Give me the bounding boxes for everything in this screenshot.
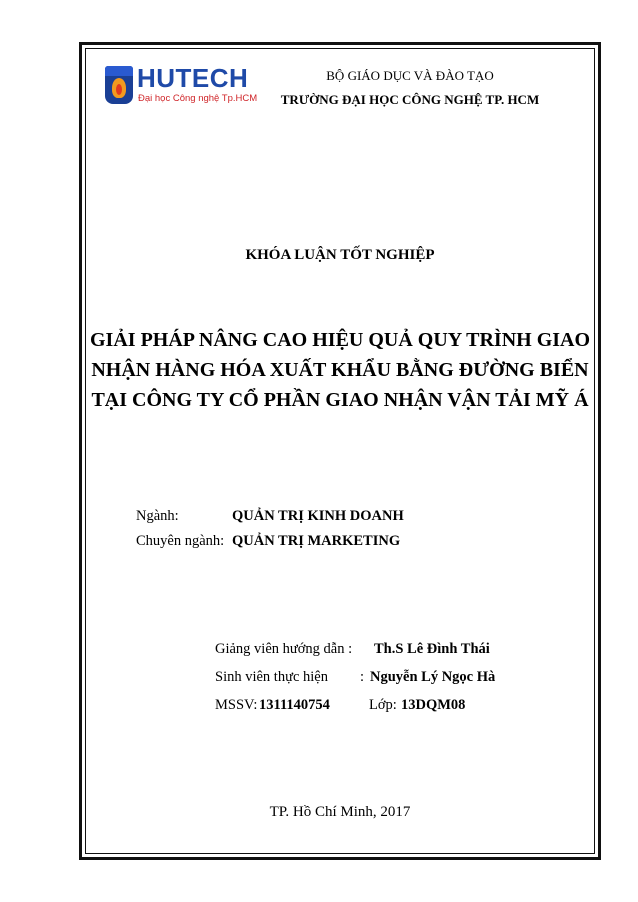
- class-value: 13DQM08: [401, 697, 466, 713]
- hutech-logo: [105, 63, 265, 106]
- page-border-inner: [85, 48, 595, 854]
- student-separator: :: [360, 669, 365, 685]
- supervisor-value: Th.S Lê Đình Thái: [374, 641, 490, 657]
- major-label: Ngành:: [136, 508, 179, 524]
- student-id-value: 1311140754: [259, 697, 330, 713]
- specialization-label: Chuyên ngành:: [136, 533, 225, 549]
- thesis-title-line-3: TẠI CÔNG TY CỔ PHẦN GIAO NHẬN VẬN TẢI MỸ Á: [91, 389, 589, 411]
- major-value: QUẢN TRỊ KINH DOANH: [232, 508, 404, 524]
- student-id-label: MSSV:: [215, 697, 258, 713]
- page-border: [79, 42, 601, 860]
- torch-emblem-icon: [105, 66, 133, 104]
- thesis-title-line-2: NHẬN HÀNG HÓA XUẤT KHẨU BẰNG ĐƯỜNG BIỂN: [91, 359, 589, 381]
- logo-name: HUTECH: [137, 63, 249, 93]
- place-and-year: TP. Hồ Chí Minh, 2017: [269, 804, 411, 820]
- class-label: Lớp:: [369, 697, 397, 713]
- specialization-value: QUẢN TRỊ MARKETING: [232, 533, 401, 549]
- student-value: Nguyễn Lý Ngọc Hà: [370, 669, 496, 685]
- logo-tagline: Đại học Công nghệ Tp.HCM: [138, 93, 258, 104]
- thesis-type: KHÓA LUẬN TỐT NGHIỆP: [245, 247, 435, 263]
- thesis-title-line-1: GIẢI PHÁP NÂNG CAO HIỆU QUẢ QUY TRÌNH GIAO: [90, 329, 591, 351]
- university-name: TRƯỜNG ĐẠI HỌC CÔNG NGHỆ TP. HCM: [280, 92, 540, 107]
- ministry-name: BỘ GIÁO DỤC VÀ ĐÀO TẠO: [326, 68, 494, 83]
- student-label: Sinh viên thực hiện: [215, 669, 328, 685]
- supervisor-label: Giảng viên hướng dẫn :: [215, 641, 353, 657]
